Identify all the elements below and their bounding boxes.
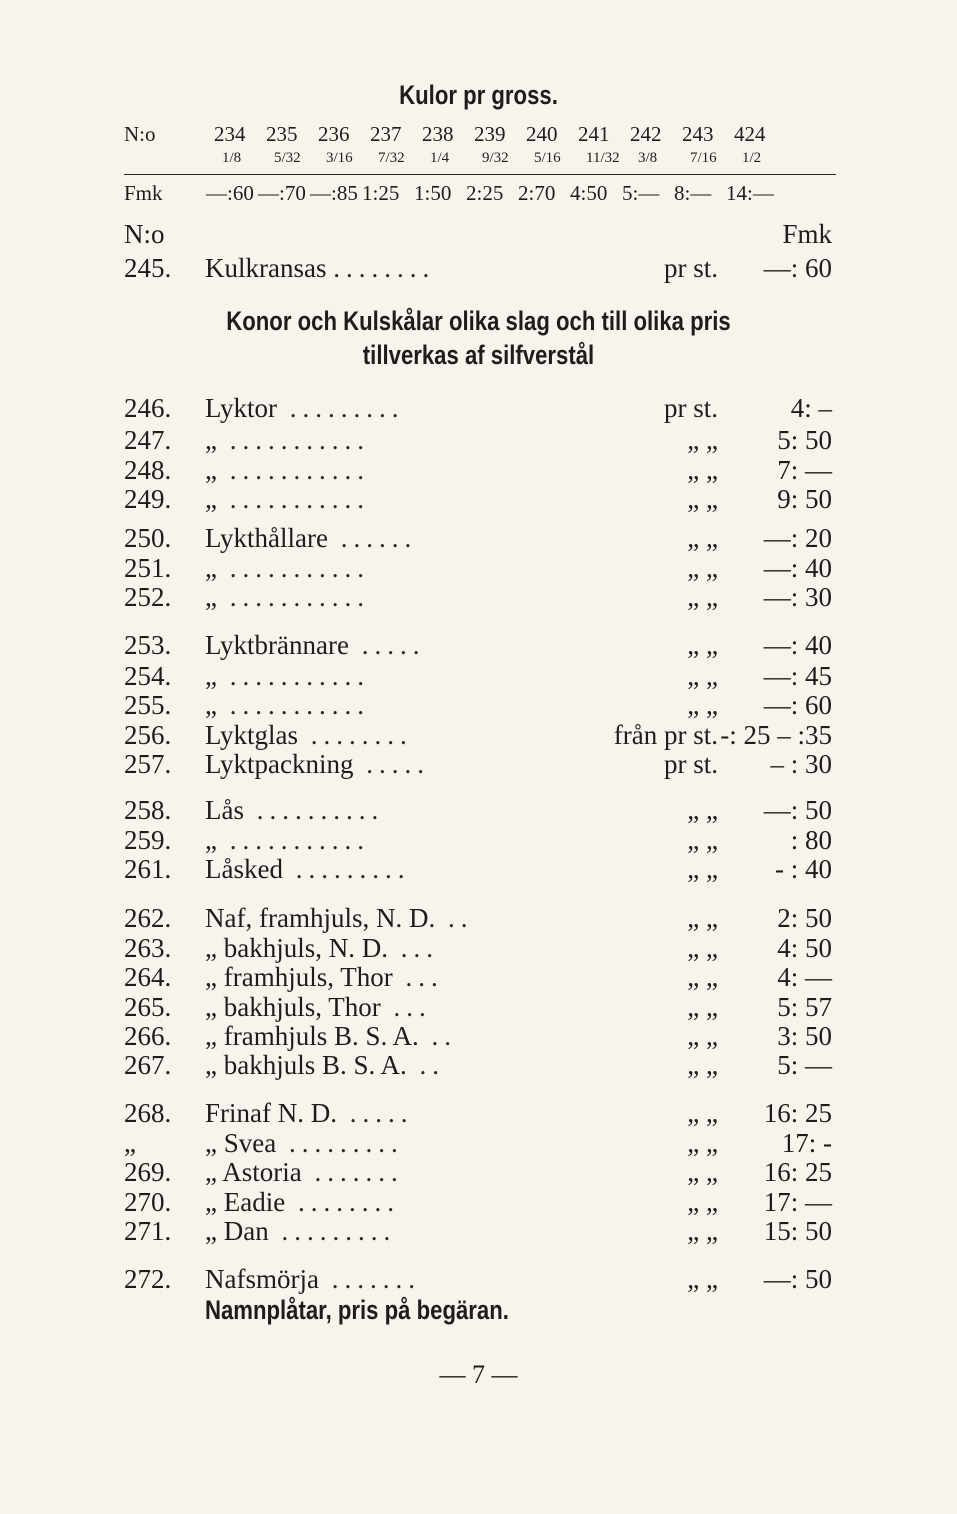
item-number: 269. <box>124 1157 172 1187</box>
column-header-row <box>0 219 957 249</box>
item-number: 246. <box>124 393 172 423</box>
list-item <box>0 903 957 933</box>
list-item <box>0 1187 957 1217</box>
dot-leader: ........... <box>216 690 370 720</box>
ball-size: 1/2 <box>742 150 762 166</box>
dot-leader: ........... <box>216 455 370 485</box>
item-name-text: „ Astoria <box>205 1157 302 1187</box>
item-name-text: „ bakhjuls, Thor <box>205 992 381 1022</box>
item-name: Kulkransas ........ <box>205 253 436 283</box>
ball-size: 5/32 <box>274 150 301 166</box>
item-unit: från pr st. <box>613 720 718 750</box>
item-name <box>205 582 370 612</box>
item-price: —: 20 <box>763 523 832 553</box>
item-number: 259. <box>124 825 172 855</box>
item-name <box>205 1021 457 1051</box>
ball-size: 1/8 <box>222 150 242 166</box>
page-title: Kulor pr gross. <box>399 80 558 110</box>
dot-leader: ........... <box>216 582 370 612</box>
item-price: 4: – <box>790 393 832 423</box>
kulkransas-row <box>0 253 957 283</box>
item-name <box>205 661 370 691</box>
list-item <box>0 484 957 514</box>
ball-number: 241 <box>578 122 610 146</box>
item-name-text: Naf, framhjuls, N. D. <box>205 903 436 933</box>
ball-price: —:60 <box>206 181 254 205</box>
item-unit: „ „ <box>687 854 718 884</box>
list-item <box>0 933 957 963</box>
item-name-text: „ <box>205 484 217 514</box>
item-price: —: 50 <box>763 795 832 825</box>
item-number: 271. <box>124 1216 172 1246</box>
item-number: 261. <box>124 854 172 884</box>
list-item <box>0 1050 957 1080</box>
item-name <box>205 720 413 750</box>
ball-price: 14:— <box>726 181 774 205</box>
list-item <box>0 992 957 1022</box>
item-price: —: 40 <box>763 553 832 583</box>
ball-number: 235 <box>266 122 298 146</box>
list-item <box>0 630 957 660</box>
item-price: 5: 57 <box>777 992 832 1022</box>
item-unit: „ „ <box>687 1157 718 1187</box>
dot-leader: ....... <box>301 1157 404 1187</box>
dot-leader: ....... <box>318 1264 421 1294</box>
item-number: 252. <box>124 582 172 612</box>
ball-numbers-row <box>124 122 836 146</box>
item-unit: „ „ <box>687 992 718 1022</box>
item-unit: „ „ <box>687 903 718 933</box>
list-item <box>0 1264 957 1294</box>
ball-size: 1/4 <box>430 150 450 166</box>
list-item <box>0 854 957 884</box>
item-unit: „ „ <box>687 1098 718 1128</box>
item-number: 266. <box>124 1021 172 1051</box>
item-price: —: 45 <box>763 661 832 691</box>
item-number: 256. <box>124 720 172 750</box>
item-name <box>205 455 370 485</box>
item-price: 7: — <box>777 455 832 485</box>
dot-leader: ........... <box>216 825 370 855</box>
ball-size: 3/16 <box>326 150 353 166</box>
item-name-text: „ <box>205 661 217 691</box>
item-unit: „ „ <box>687 933 718 963</box>
item-price: – : 30 <box>770 749 832 779</box>
dot-leader: ... <box>392 962 444 992</box>
item-unit: „ „ <box>687 1021 718 1051</box>
item-name-text: „ Eadie <box>205 1187 286 1217</box>
ball-number: 238 <box>422 122 454 146</box>
item-name <box>205 992 432 1022</box>
item-name <box>205 393 405 423</box>
list-item <box>0 661 957 691</box>
item-name-text: Lykthållare <box>205 523 328 553</box>
list-item <box>0 582 957 612</box>
item-name <box>205 1098 413 1128</box>
item-name <box>205 1128 404 1158</box>
item-name-text: Lyktbrännare <box>205 630 349 660</box>
item-name <box>205 1264 421 1294</box>
item-unit: „ „ <box>687 1216 718 1246</box>
ball-number: 237 <box>370 122 402 146</box>
item-unit: „ „ <box>687 484 718 514</box>
item-price: 15: 50 <box>763 1216 832 1246</box>
item-price: 4: 50 <box>777 933 832 963</box>
item-name <box>205 962 444 992</box>
item-name-text: „ bakhjuls, N. D. <box>205 933 388 963</box>
ball-price: 8:— <box>674 181 712 205</box>
item-unit: „ „ <box>687 795 718 825</box>
ball-size: 5/16 <box>534 150 561 166</box>
dot-leader: ......... <box>268 1216 397 1246</box>
list-item <box>0 1216 957 1246</box>
item-name-text: „ <box>205 553 217 583</box>
item-price: —: 30 <box>763 582 832 612</box>
item-name <box>205 690 370 720</box>
list-item <box>0 720 957 750</box>
dot-leader: ......... <box>276 1128 404 1158</box>
item-unit: „ „ <box>687 630 718 660</box>
item-price: 5: 50 <box>777 425 832 455</box>
dot-leader: ... <box>380 992 432 1022</box>
item-unit: pr st. <box>664 393 718 423</box>
item-number: 264. <box>124 962 172 992</box>
ball-size: 7/16 <box>690 150 717 166</box>
item-number: 251. <box>124 553 172 583</box>
item-number: 248. <box>124 455 172 485</box>
ball-prices-row <box>124 181 836 205</box>
col-no-label: N:o <box>124 219 165 249</box>
ball-price-label: Fmk <box>124 181 163 205</box>
ball-number: 242 <box>630 122 662 146</box>
item-price: : 80 <box>790 825 832 855</box>
dot-leader: ........ <box>285 1187 400 1217</box>
item-number: 245. <box>124 253 172 283</box>
item-name-text: „ Svea <box>205 1128 277 1158</box>
item-number: 250. <box>124 523 172 553</box>
dot-leader: ...... <box>327 523 418 553</box>
item-name-text: Nafsmörja <box>205 1264 319 1294</box>
item-name-text: „ framhjuls, Thor <box>205 962 393 992</box>
dot-leader: ... <box>387 933 439 963</box>
item-unit: „ „ <box>687 1128 718 1158</box>
list-item <box>0 962 957 992</box>
list-item <box>0 553 957 583</box>
item-name-text: Lås <box>205 795 244 825</box>
item-number: 262. <box>124 903 172 933</box>
item-price: 4: — <box>777 962 832 992</box>
item-name <box>205 854 410 884</box>
item-name <box>205 553 370 583</box>
ball-price: 4:50 <box>570 181 608 205</box>
dot-leader: ..... <box>348 630 426 660</box>
list-item <box>0 1128 957 1158</box>
item-number: 258. <box>124 795 172 825</box>
item-unit: „ „ <box>687 1050 718 1080</box>
item-unit: „ „ <box>687 825 718 855</box>
ball-price: 5:— <box>622 181 660 205</box>
item-price: —: 60 <box>763 690 832 720</box>
item-name-text: „ <box>205 690 217 720</box>
list-item <box>0 425 957 455</box>
dot-leader: .. <box>406 1050 446 1080</box>
list-item <box>0 690 957 720</box>
item-price: -: 25 – :35 <box>720 720 832 750</box>
ball-number: 234 <box>214 122 246 146</box>
ball-size: 3/8 <box>638 150 658 166</box>
ball-price: —:70 <box>258 181 306 205</box>
item-number: 255. <box>124 690 172 720</box>
list-item <box>0 1157 957 1187</box>
ball-size: 11/32 <box>586 150 620 166</box>
list-item <box>0 1098 957 1128</box>
ball-size: 9/32 <box>482 150 509 166</box>
item-name-text: Frinaf N. D. <box>205 1098 337 1128</box>
list-item <box>0 523 957 553</box>
item-name <box>205 825 370 855</box>
item-name-text: „ <box>205 582 217 612</box>
ball-number: 240 <box>526 122 558 146</box>
item-name <box>205 749 430 779</box>
item-unit: „ „ <box>687 425 718 455</box>
item-number: 268. <box>124 1098 172 1128</box>
item-name-text: „ <box>205 425 217 455</box>
item-unit: „ „ <box>687 553 718 583</box>
ball-price: 1:50 <box>414 181 452 205</box>
item-price: 2: 50 <box>777 903 832 933</box>
ball-no-label: N:o <box>124 122 156 146</box>
col-price-label: Fmk <box>782 219 832 249</box>
item-name-text: „ Dan <box>205 1216 269 1246</box>
item-name-text: „ <box>205 455 217 485</box>
item-price: 17: - <box>781 1128 832 1158</box>
ball-number: 236 <box>318 122 350 146</box>
dot-leader: ......... <box>282 854 411 884</box>
ball-number: 424 <box>734 122 766 146</box>
item-unit: „ „ <box>687 690 718 720</box>
item-unit: „ „ <box>687 523 718 553</box>
item-name-text: Lyktor <box>205 393 277 423</box>
section-heading-line2: tillverkas af silfverstål <box>362 340 595 370</box>
item-price: 3: 50 <box>777 1021 832 1051</box>
item-price: 16: 25 <box>763 1157 832 1187</box>
table-rule <box>124 174 836 175</box>
item-name <box>205 1050 445 1080</box>
dot-leader: ........ <box>298 720 413 750</box>
item-unit: „ „ <box>687 962 718 992</box>
dot-leader: ........... <box>216 425 370 455</box>
ball-price: 1:25 <box>362 181 400 205</box>
ball-number: 239 <box>474 122 506 146</box>
list-item <box>0 1021 957 1051</box>
list-item <box>0 749 957 779</box>
ball-number: 243 <box>682 122 714 146</box>
item-name-text: „ <box>205 825 217 855</box>
page-number: — 7 — <box>439 1360 518 1389</box>
dot-leader: .......... <box>243 795 385 825</box>
dot-leader: ..... <box>336 1098 414 1128</box>
item-price: —: 40 <box>763 630 832 660</box>
item-name <box>205 523 417 553</box>
item-number: „ <box>124 1128 136 1158</box>
ball-price: 2:25 <box>466 181 504 205</box>
item-number: 270. <box>124 1187 172 1217</box>
list-item <box>0 393 957 423</box>
item-name <box>205 1157 404 1187</box>
item-name <box>205 795 384 825</box>
item-name-text: Lyktglas <box>205 720 298 750</box>
section-heading: Konor och Kulskålar olika slag och till olika pris <box>226 306 731 336</box>
dot-leader: .. <box>418 1021 457 1051</box>
item-price: 17: — <box>763 1187 832 1217</box>
item-unit: „ „ <box>687 455 718 485</box>
item-name-text: Lyktpackning <box>205 749 354 779</box>
ball-price: —:85 <box>310 181 358 205</box>
item-number: 257. <box>124 749 172 779</box>
item-price: 9: 50 <box>777 484 832 514</box>
closing-heading: Namnplåtar, pris på begäran. <box>205 1295 509 1325</box>
item-price: 5: — <box>777 1050 832 1080</box>
dot-leader: ......... <box>277 393 405 423</box>
item-unit: pr st. <box>664 749 718 779</box>
dot-leader: ........... <box>216 661 370 691</box>
item-name <box>205 1216 396 1246</box>
dot-leader: .. <box>435 903 474 933</box>
item-unit: „ „ <box>687 1264 718 1294</box>
item-number: 272. <box>124 1264 172 1294</box>
item-price: —: 50 <box>763 1264 832 1294</box>
item-name-text: „ bakhjuls B. S. A. <box>205 1050 407 1080</box>
ball-price: 2:70 <box>518 181 556 205</box>
dot-leader: ..... <box>353 749 430 779</box>
item-name <box>205 630 425 660</box>
item-name <box>205 933 439 963</box>
item-unit: „ „ <box>687 661 718 691</box>
item-name <box>205 1187 400 1217</box>
item-number: 265. <box>124 992 172 1022</box>
item-unit: „ „ <box>687 582 718 612</box>
item-name-text: „ framhjuls B. S. A. <box>205 1021 419 1051</box>
item-price: - : 40 <box>775 854 832 884</box>
item-name <box>205 425 370 455</box>
item-name <box>205 484 370 514</box>
item-number: 267. <box>124 1050 172 1080</box>
dot-leader: ........... <box>216 553 370 583</box>
ball-sizes-row <box>124 150 836 174</box>
item-name-text: Låsked <box>205 854 283 884</box>
list-item <box>0 795 957 825</box>
item-price: —: 60 <box>763 253 832 283</box>
item-number: 254. <box>124 661 172 691</box>
item-unit: pr st. <box>664 253 718 283</box>
item-unit: „ „ <box>687 1187 718 1217</box>
item-number: 263. <box>124 933 172 963</box>
list-item <box>0 455 957 485</box>
ball-size: 7/32 <box>378 150 405 166</box>
item-number: 249. <box>124 484 172 514</box>
item-name <box>205 903 473 933</box>
item-price: 16: 25 <box>763 1098 832 1128</box>
list-item <box>0 825 957 855</box>
dot-leader: ........... <box>216 484 370 514</box>
item-number: 253. <box>124 630 172 660</box>
item-number: 247. <box>124 425 172 455</box>
